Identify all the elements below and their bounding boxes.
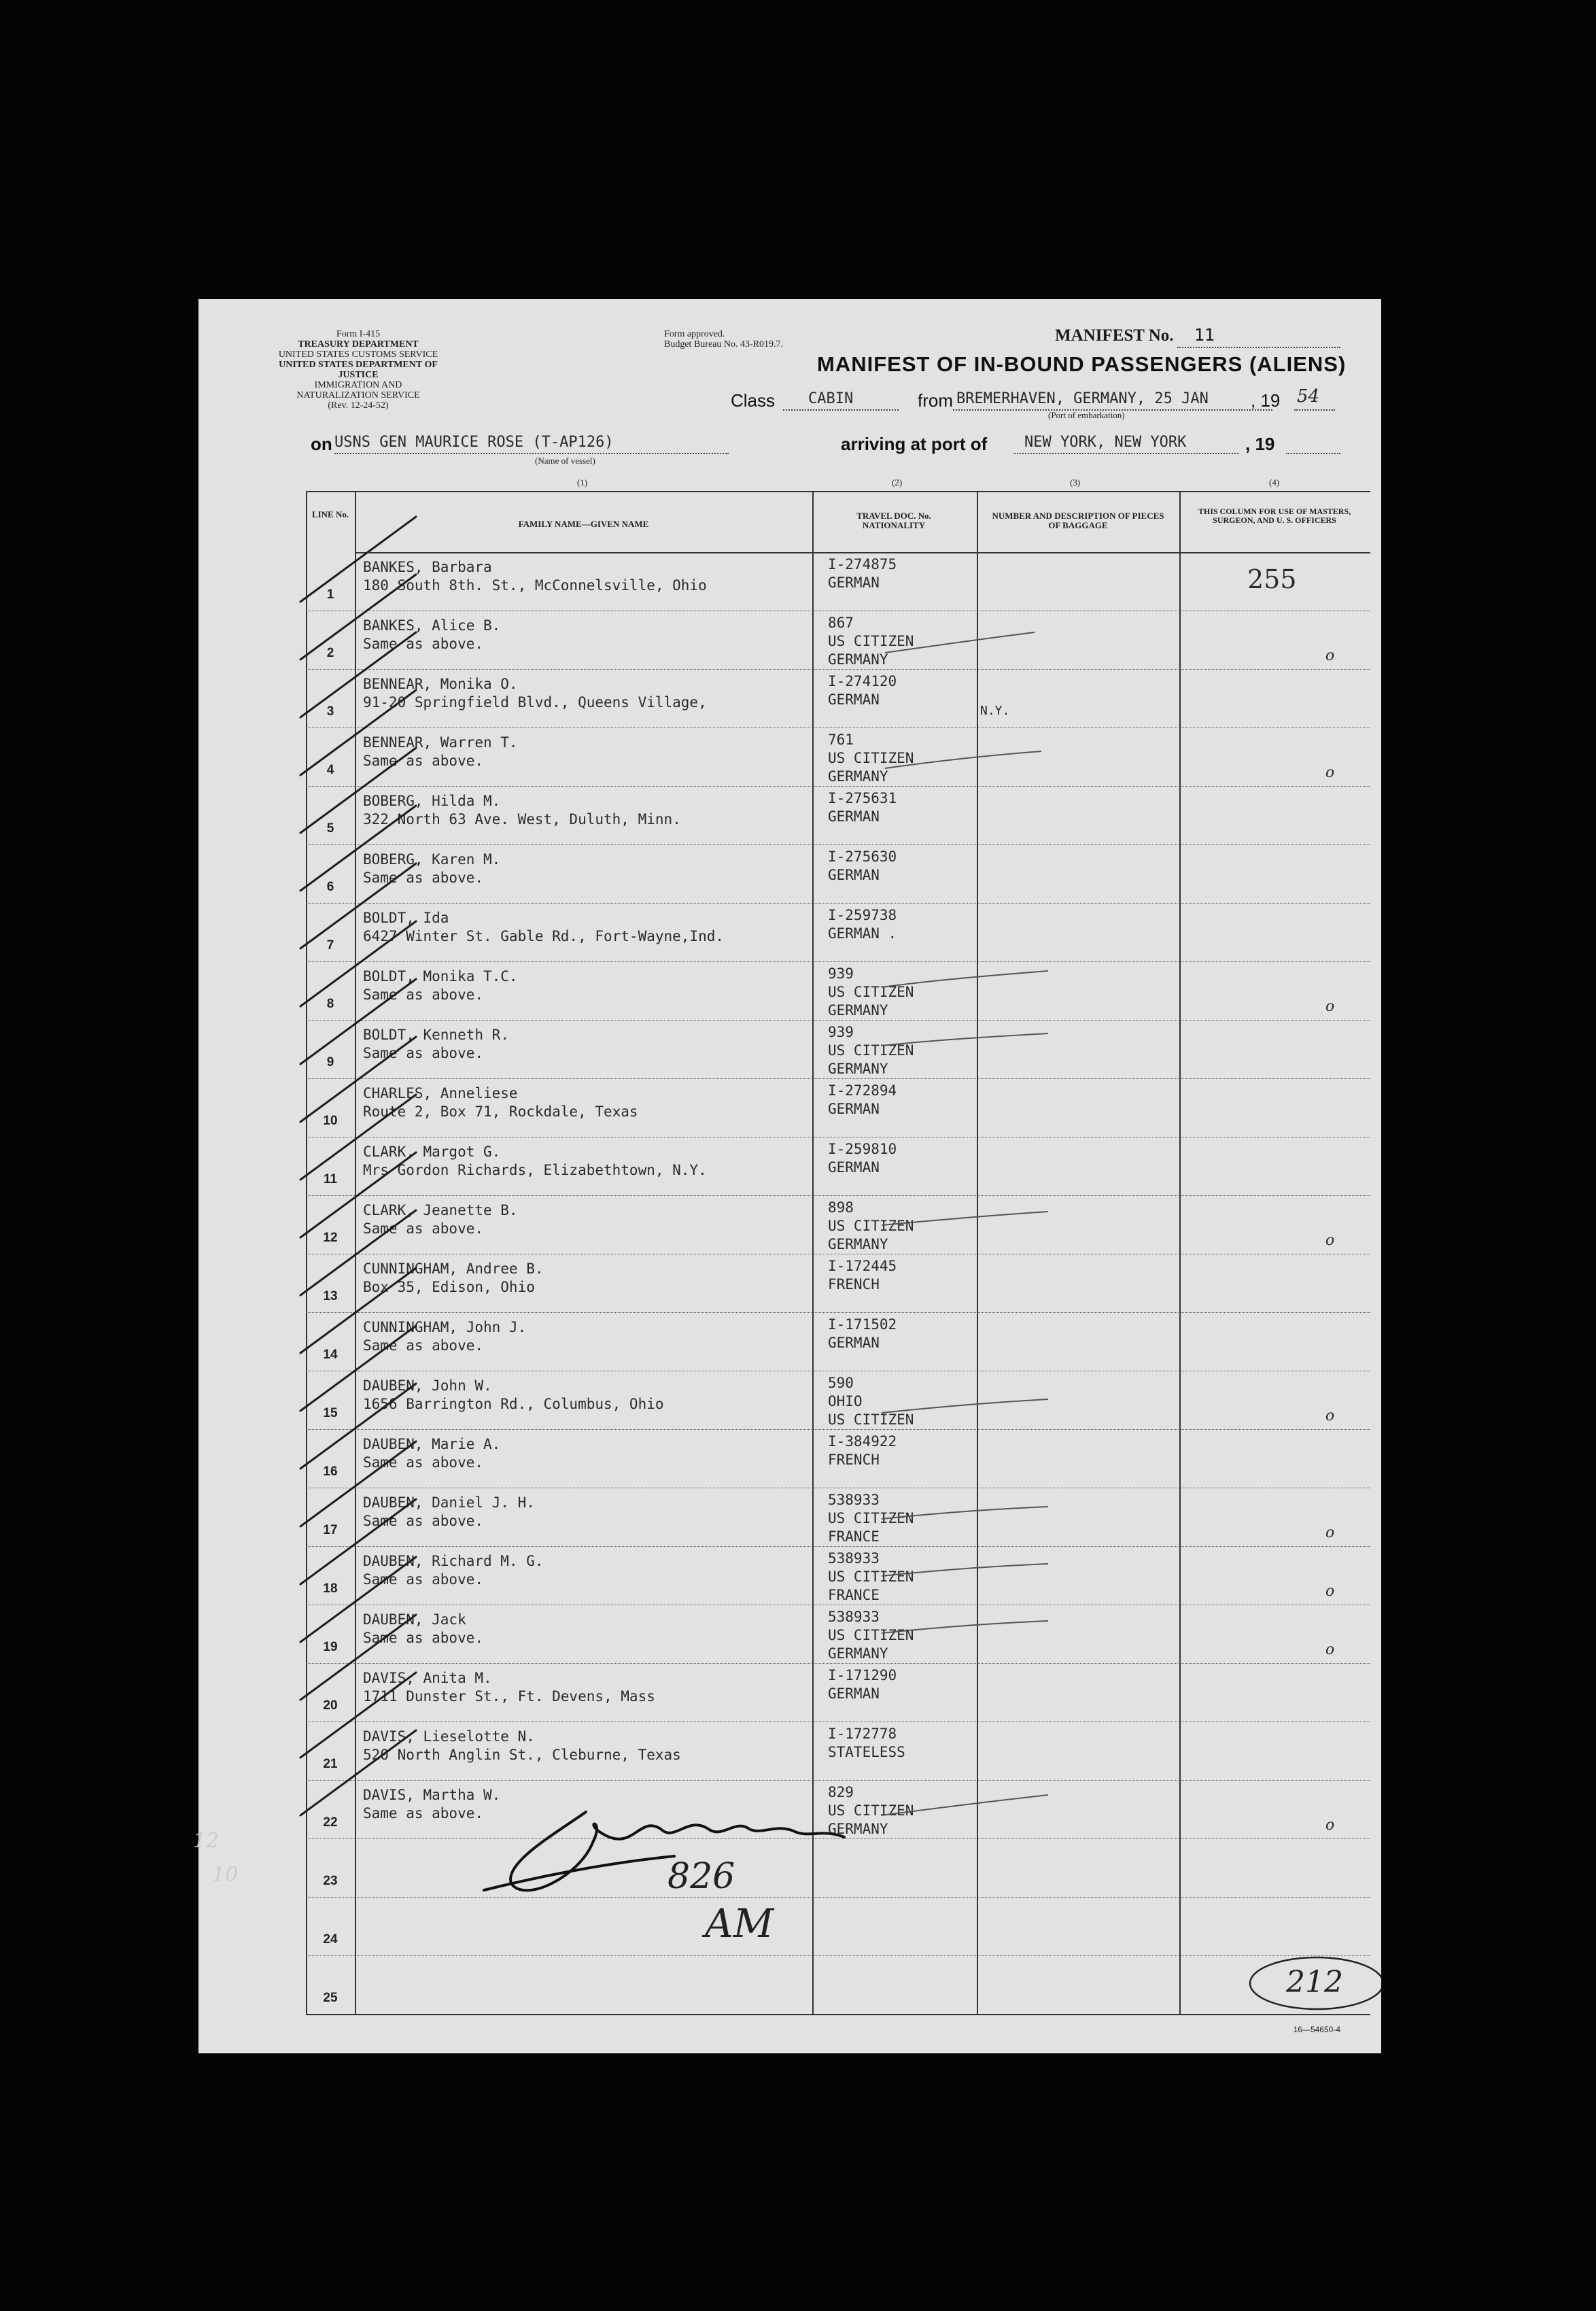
passenger-name: DAVIS, Martha W. (363, 1787, 501, 1803)
travel-doc-number: I-275630 (828, 849, 897, 865)
line-number: 6 (326, 880, 334, 894)
nationality: GERMAN . (828, 925, 897, 942)
travel-doc-number: I-172445 (828, 1258, 897, 1274)
class-value: CABIN (808, 390, 854, 407)
officer-mark: o (1325, 1407, 1335, 1424)
signature-count: 826 (667, 1856, 735, 1897)
manifest-underline (1177, 347, 1340, 348)
table-row (306, 1605, 1370, 1663)
travel-doc-number: 761 (828, 732, 854, 748)
line-number: 14 (323, 1348, 338, 1362)
nationality: OHIO (828, 1393, 863, 1409)
passenger-name: CLARK, Margot G. (363, 1144, 501, 1160)
table-row (306, 903, 1370, 961)
passenger-address: Same as above. (363, 1513, 484, 1529)
line-number: 25 (323, 1991, 338, 2005)
manifest-label: MANIFEST No. (1055, 326, 1174, 345)
dept-justice: UNITED STATES DEPARTMENT OF JUSTICE (279, 360, 438, 380)
form-number: Form I-415 (336, 329, 381, 339)
table-row (306, 1312, 1370, 1371)
year-label-2: , 19 (1245, 434, 1275, 454)
passenger-name: BOLDT, Ida (363, 910, 449, 926)
nationality: FRENCH (828, 1452, 880, 1468)
table-row (306, 786, 1370, 844)
travel-doc-number: 829 (828, 1784, 854, 1800)
line-number: 3 (326, 704, 334, 719)
passenger-address: Same as above. (363, 1630, 484, 1646)
line-number: 10 (323, 1114, 338, 1128)
nationality-extra: GERMANY (828, 1821, 888, 1837)
nationality: US CITIZEN (828, 1042, 914, 1059)
port-caption: (Port of embarkation) (1048, 410, 1125, 420)
passenger-name: BENNEAR, Warren T. (363, 734, 518, 751)
margin-note-1: 12 (193, 1829, 220, 1853)
passenger-address: Same as above. (363, 1220, 484, 1237)
arrival-underline (1014, 453, 1238, 454)
nationality: STATELESS (828, 1744, 905, 1760)
nationality: GERMAN (828, 1101, 880, 1117)
officer-mark: o (1325, 1817, 1335, 1834)
nationality: US CITIZEN (828, 1802, 914, 1819)
year-prefix: , 19 (1251, 390, 1281, 411)
travel-doc-number: I-275631 (828, 790, 897, 806)
table-row (306, 1371, 1370, 1429)
header-officers: THIS COLUMN FOR USE OF MASTERS, SURGEON, AND U. S. OFFICERS (1198, 507, 1351, 525)
passenger-address: 1656 Barrington Rd., Columbus, Ohio (363, 1396, 664, 1412)
table-row (306, 961, 1370, 1020)
passenger-name: DAUBEN, Richard M. G. (363, 1553, 544, 1569)
line-number: 2 (326, 646, 334, 660)
col-number-3: (3) (1070, 477, 1081, 487)
officer-mark: o (1325, 647, 1335, 664)
line-number: 21 (323, 1757, 338, 1771)
nationality: FRENCH (828, 1276, 880, 1293)
passenger-name: BOLDT, Kenneth R. (363, 1027, 509, 1043)
travel-doc-number: 538933 (828, 1550, 880, 1567)
officer-mark: o (1325, 1641, 1335, 1658)
passenger-name: DAUBEN, Daniel J. H. (363, 1494, 535, 1511)
officer-mark: o (1325, 1583, 1335, 1600)
nationality: US CITIZEN (828, 1510, 914, 1526)
vessel-name: USNS GEN MAURICE ROSE (T-AP126) (334, 434, 614, 451)
year2-underline (1286, 453, 1340, 454)
passenger-address: Same as above. (363, 1571, 484, 1588)
nationality: GERMAN (828, 808, 880, 825)
nationality: US CITIZEN (828, 633, 914, 649)
passenger-address: 322 North 63 Ave. West, Duluth, Minn. (363, 811, 681, 827)
passenger-name: DAVIS, Lieselotte N. (363, 1728, 535, 1745)
line-number: 1 (326, 587, 334, 602)
line-number: 12 (323, 1231, 338, 1245)
travel-doc-number: 867 (828, 615, 854, 631)
ins-service: IMMIGRATION AND NATURALIZATION SERVICE (296, 380, 420, 400)
vessel-caption: (Name of vessel) (535, 456, 595, 466)
passenger-address: 180 South 8th. St., McConnelsville, Ohio (363, 577, 707, 594)
page-title: MANIFEST OF IN-BOUND PASSENGERS (ALIENS) (817, 352, 1347, 376)
passenger-name: BOBERG, Hilda M. (363, 793, 501, 809)
nationality-extra: GERMANY (828, 768, 888, 785)
manifest-value: 11 (1194, 325, 1215, 345)
footer-code: 16—54650-4 (1293, 2025, 1340, 2034)
class-underline (783, 409, 899, 411)
table-row (306, 1838, 1370, 1897)
line-number: 16 (323, 1465, 338, 1479)
nationality: US CITIZEN (828, 1569, 914, 1585)
passenger-address: 6427 Winter St. Gable Rd., Fort-Wayne,Ind. (363, 928, 725, 944)
travel-doc-number: I-259810 (828, 1141, 897, 1157)
form-revision: (Rev. 12-24-52) (328, 400, 389, 411)
table-row (306, 669, 1370, 727)
nationality: US CITIZEN (828, 750, 914, 766)
nationality-extra: GERMANY (828, 1236, 888, 1252)
travel-doc-number: I-274875 (828, 556, 897, 572)
passenger-address: 520 North Anglin St., Cleburne, Texas (363, 1747, 681, 1763)
passenger-name: DAUBEN, John W. (363, 1377, 492, 1394)
form-approval (664, 329, 841, 349)
manifest-sheet (193, 299, 1381, 2053)
nationality: GERMAN (828, 691, 880, 708)
col-number-2: (2) (892, 477, 903, 487)
line-number: 8 (326, 997, 334, 1011)
signature-initials: AM (705, 1900, 774, 1947)
passenger-name: CUNNINGHAM, John J. (363, 1319, 527, 1335)
table-row (306, 1488, 1370, 1546)
passenger-address: Same as above. (363, 1045, 484, 1061)
passenger-address: Same as above. (363, 636, 484, 652)
nationality: GERMAN (828, 1159, 880, 1176)
customs-service: UNITED STATES CUSTOMS SERVICE (278, 349, 438, 360)
table-row (306, 1429, 1370, 1488)
line-number: 4 (326, 763, 334, 777)
passenger-address: 1711 Dunster St., Ft. Devens, Mass (363, 1688, 655, 1705)
header-name: FAMILY NAME—GIVEN NAME (518, 519, 649, 529)
line-number: 18 (323, 1581, 338, 1596)
travel-doc-number: 538933 (828, 1609, 880, 1625)
passenger-name: CHARLES, Anneliese (363, 1085, 518, 1101)
officer-mark: o (1325, 1524, 1335, 1541)
table-row (306, 844, 1370, 903)
officer-mark: o (1325, 764, 1335, 781)
nationality-extra: US CITIZEN (828, 1411, 914, 1428)
passenger-address: Same as above. (363, 1805, 484, 1821)
line-number: 5 (326, 821, 334, 836)
table-row (306, 1020, 1370, 1078)
page-number: 212 (1286, 1965, 1343, 2000)
travel-doc-number: I-272894 (828, 1082, 897, 1099)
nationality: US CITIZEN (828, 1627, 914, 1643)
travel-doc-number: I-171290 (828, 1667, 897, 1683)
passenger-name: BOLDT, Monika T.C. (363, 968, 518, 985)
table-row (306, 1897, 1370, 1955)
travel-doc-number: 590 (828, 1375, 854, 1391)
col-number-1: (1) (577, 477, 588, 487)
nationality-extra: GERMANY (828, 651, 888, 668)
nationality: US CITIZEN (828, 984, 914, 1000)
line-number: 20 (323, 1698, 338, 1713)
line-number: 24 (323, 1932, 338, 1947)
nationality: GERMAN (828, 1685, 880, 1702)
table-row (306, 611, 1370, 669)
travel-doc-number: 939 (828, 1024, 854, 1040)
passenger-name: BANKES, Barbara (363, 559, 492, 575)
from-value: BREMERHAVEN, GERMANY, 25 JAN (956, 390, 1209, 407)
officer-mark: o (1325, 1232, 1335, 1249)
officer-mark: o (1325, 998, 1335, 1015)
passenger-address: Same as above. (363, 1454, 484, 1471)
passenger-address: Same as above. (363, 870, 484, 886)
nationality-extra: GERMANY (828, 1002, 888, 1018)
header-baggage: NUMBER AND DESCRIPTION OF PIECES OF BAGGAGE (992, 511, 1164, 530)
row3-address-suffix: N.Y. (980, 704, 1010, 718)
arriving-label: arriving at port of (841, 434, 988, 454)
nationality: GERMAN (828, 1335, 880, 1351)
table-row (306, 1546, 1370, 1605)
nationality: GERMAN (828, 575, 880, 591)
passenger-address: Box 35, Edison, Ohio (363, 1279, 535, 1295)
class-label: Class (731, 390, 776, 411)
on-label: on (311, 434, 332, 454)
nationality-extra: GERMANY (828, 1061, 888, 1077)
table-row (306, 1780, 1370, 1838)
nationality: US CITIZEN (828, 1218, 914, 1234)
table-row (306, 1955, 1370, 2014)
nationality-extra: FRANCE (828, 1587, 880, 1603)
dept-treasury: TREASURY DEPARTMENT (298, 339, 419, 349)
passenger-name: DAUBEN, Jack (363, 1611, 466, 1628)
table-row (306, 1137, 1370, 1195)
budget-bureau-text: Budget Bureau No. 43-R019.7. (664, 339, 783, 349)
travel-doc-number: 898 (828, 1199, 854, 1216)
travel-doc-number: I-172778 (828, 1726, 897, 1742)
passenger-name: BANKES, Alice B. (363, 617, 501, 634)
line-number: 11 (323, 1172, 338, 1186)
passenger-address: Mrs Gordon Richards, Elizabethtown, N.Y. (363, 1162, 707, 1178)
table-row (306, 552, 1370, 611)
form-header-left (273, 329, 443, 411)
table-bottom-border (306, 2014, 1370, 2015)
travel-doc-number: 939 (828, 965, 854, 982)
margin-note-2: 10 (212, 1863, 239, 1887)
travel-doc-number: I-274120 (828, 673, 897, 689)
table-top-border (306, 491, 1370, 492)
nationality: GERMAN (828, 867, 880, 883)
table-row (306, 1078, 1370, 1137)
line-number: 23 (323, 1874, 338, 1888)
col-number-4: (4) (1269, 477, 1280, 487)
passenger-name: DAVIS, Anita M. (363, 1670, 492, 1686)
travel-doc-number: I-171502 (828, 1316, 897, 1333)
table-row (306, 1722, 1370, 1780)
line-number: 9 (326, 1055, 334, 1069)
passenger-name: BOBERG, Karen M. (363, 851, 501, 868)
table-row (306, 1254, 1370, 1312)
passenger-address: Route 2, Box 71, Rockdale, Texas (363, 1103, 638, 1120)
nationality-extra: GERMANY (828, 1645, 888, 1662)
table-row (306, 1663, 1370, 1722)
passenger-name: CUNNINGHAM, Andree B. (363, 1261, 544, 1277)
manifest-number (1055, 325, 1215, 345)
passenger-address: 91-20 Springfield Blvd., Queens Village, (363, 694, 707, 711)
nationality-extra: FRANCE (828, 1528, 880, 1545)
header-travel-doc: TRAVEL DOC. No. NATIONALITY (856, 511, 931, 530)
line-number: 19 (323, 1640, 338, 1654)
officer-mark: 255 (1247, 564, 1297, 594)
year-underline (1294, 409, 1335, 411)
travel-doc-number: I-384922 (828, 1433, 897, 1450)
arrival-port: NEW YORK, NEW YORK (1024, 434, 1187, 451)
line-number: 22 (323, 1815, 338, 1830)
travel-doc-number: 538933 (828, 1492, 880, 1508)
line-number: 7 (326, 938, 334, 953)
passenger-table (306, 491, 1370, 2015)
passenger-name: CLARK, Jeanette B. (363, 1202, 518, 1218)
passenger-name: DAUBEN, Marie A. (363, 1436, 501, 1452)
line-number: 13 (323, 1289, 338, 1303)
passenger-address: Same as above. (363, 1337, 484, 1354)
table-row (306, 1195, 1370, 1254)
line-number: 17 (323, 1523, 338, 1537)
header-line-no: LINE No. (311, 509, 349, 519)
year-suffix: 54 (1297, 386, 1320, 407)
travel-doc-number: I-259738 (828, 907, 897, 923)
form-approved-text: Form approved. (664, 329, 725, 339)
line-number: 15 (323, 1406, 338, 1420)
passenger-address: Same as above. (363, 987, 484, 1003)
passenger-address: Same as above. (363, 753, 484, 769)
table-row (306, 727, 1370, 786)
passenger-name: BENNEAR, Monika O. (363, 676, 518, 692)
from-label: from (918, 390, 953, 411)
vessel-underline (334, 453, 729, 454)
